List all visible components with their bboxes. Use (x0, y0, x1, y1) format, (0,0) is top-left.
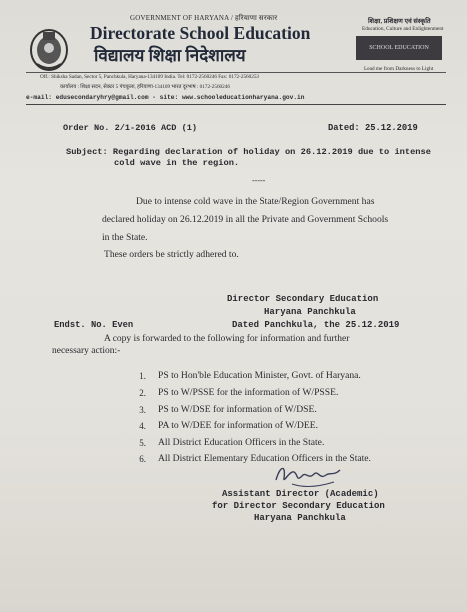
list-item-number: 4. (139, 421, 146, 431)
list-item-text: PA to W/DEE for information of W/DEE. (158, 420, 318, 431)
endorsement-number: Endst. No. Even (54, 320, 134, 330)
list-item-number: 2. (139, 388, 146, 398)
header-divider (26, 72, 446, 73)
list-item-number: 1. (139, 371, 146, 381)
order-number: Order No. 2/1-2016 ACD (1) (63, 123, 198, 133)
assistant-director-location: Haryana Panchkula (254, 513, 346, 523)
endorsement-intro-1: A copy is forwarded to the following for information and further (104, 334, 350, 344)
haryana-emblem-icon (28, 26, 70, 72)
list-item-text: PS to W/DSE for information of W/DSE. (158, 404, 317, 415)
list-item-text: All District Elementary Education Officers in the State. (158, 453, 371, 464)
endorsement-intro-2: necessary action:- (52, 346, 121, 356)
assistant-director-title: Assistant Director (Academic) (222, 489, 379, 499)
address-hi: कार्यालय : शिक्षा सदन, सेक्टर 5 पंचकूला, हरियाणा-134109 भारत दूरभाष : 0172-2560246 (60, 84, 230, 90)
body-line-4: These orders be strictly adhered to. (104, 249, 239, 260)
subject-line-1: Subject: Regarding declaration of holiday on 26.12.2019 due to intense (66, 147, 431, 157)
body-line-1: Due to intense cold wave in the State/Region Government has (136, 196, 375, 207)
directorate-title-en: Directorate School Education (90, 23, 311, 43)
department-logo (356, 16, 448, 78)
list-item-number: 3. (139, 405, 146, 415)
assistant-director-for: for Director Secondary Education (212, 501, 385, 511)
order-date: Dated: 25.12.2019 (328, 123, 418, 133)
list-item-text: PS to Hon'ble Education Minister, Govt. of Haryana. (158, 370, 361, 381)
email-site-line: e-mail: edusecondaryhry@gmail.com - site: www.schooleducationharyana.gov.in (26, 94, 305, 101)
list-item-text: PS to W/PSSE for the information of W/PSSE. (158, 387, 339, 398)
signatory-title: Director Secondary Education (227, 294, 379, 304)
address-en: Off.: Shiksha Sadan, Sector 5, Panchkula, Haryana-134109 India. Tel: 0172-2560246 Fax: 0172-2560253 (40, 74, 260, 80)
directorate-title-hi: विद्यालय शिक्षा निदेशालय (94, 46, 246, 65)
list-item-text: All District Education Officers in the State. (158, 437, 325, 448)
separator: ----- (252, 176, 266, 185)
logo-tagline: Lead me from Darkness to Light (364, 66, 434, 72)
govt-line: GOVERNMENT OF HARYANA / हरियाणा सरकार (130, 14, 278, 22)
list-item-number: 6. (139, 454, 146, 464)
body-line-2: declared holiday on 26.12.2019 in all the Private and Government Schools (102, 214, 389, 225)
subject-line-2: cold wave in the region. (114, 158, 240, 168)
body-line-3: in the State. (102, 232, 148, 243)
list-item-number: 5. (139, 438, 146, 448)
address-divider (26, 104, 446, 105)
signatory-location: Haryana Panchkula (264, 307, 356, 317)
logo-sub-text: Education, Culture and Enlightenment (362, 26, 444, 32)
handwritten-signature (270, 458, 346, 492)
signatory-dated: Dated Panchkula, the 25.12.2019 (232, 320, 400, 330)
logo-top-text: शिक्षा, प्रशिक्षण एवं संस्कृति (368, 18, 431, 25)
logo-box: SCHOOL EDUCATION (356, 36, 442, 60)
